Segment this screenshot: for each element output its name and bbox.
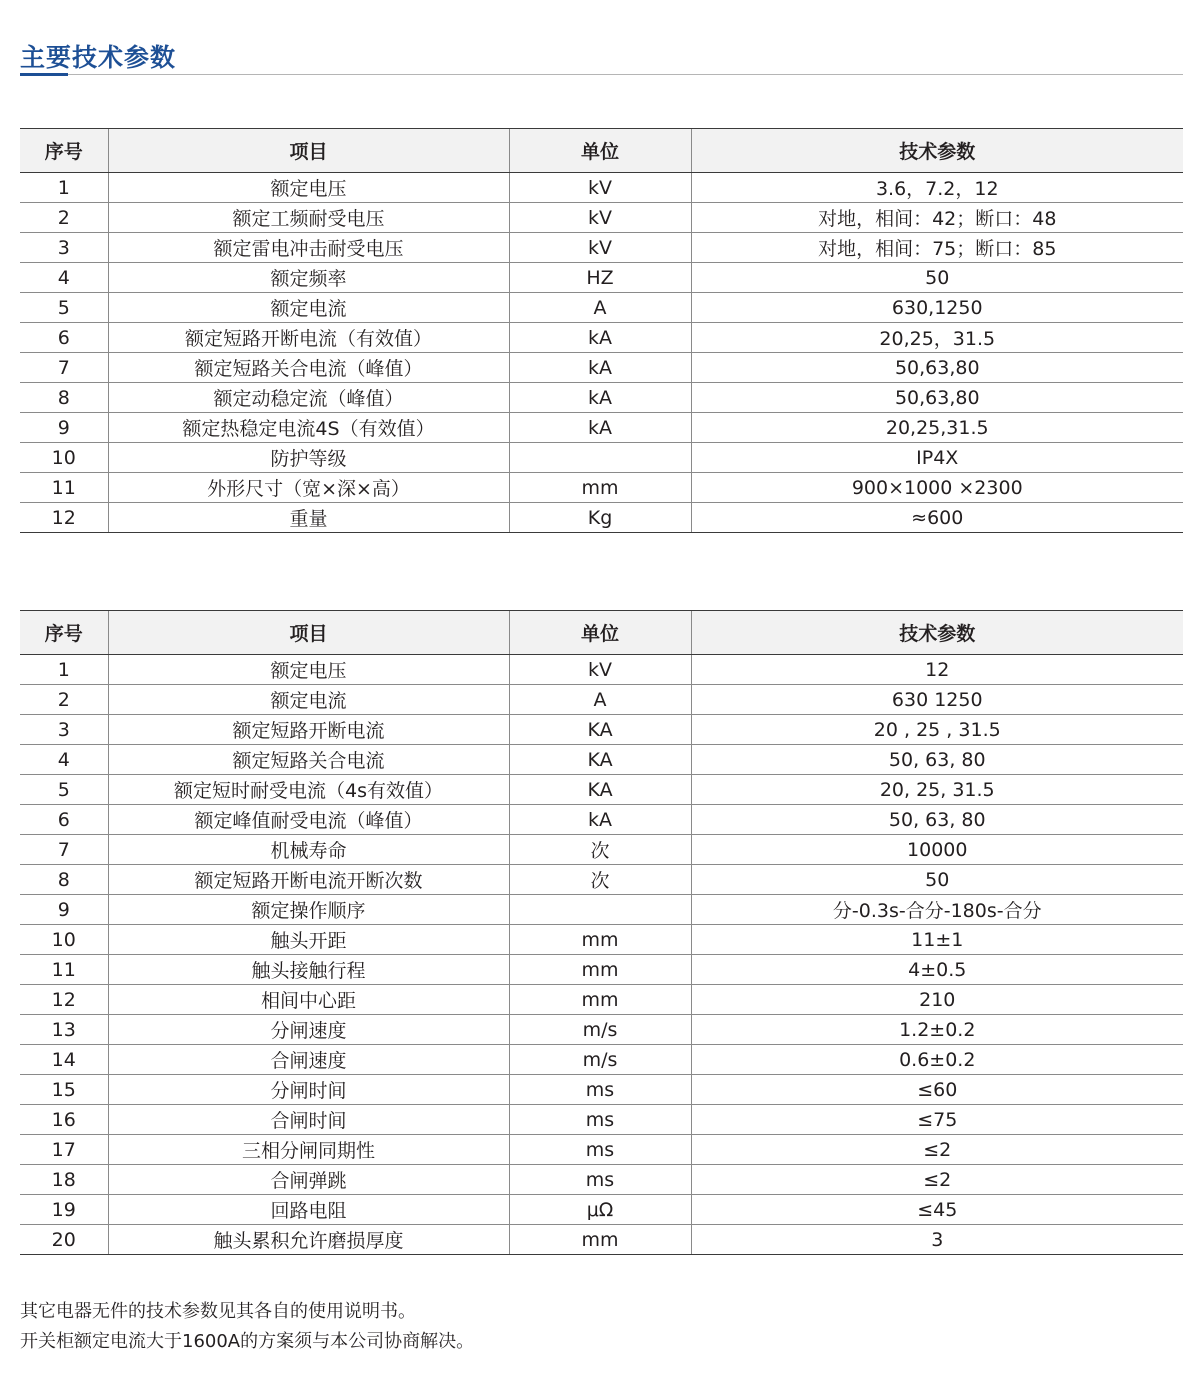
row-value: ≈600 — [691, 503, 1183, 533]
row-item: 重量 — [108, 503, 509, 533]
row-value: ≤75 — [691, 1105, 1183, 1135]
table-row — [20, 473, 1183, 503]
table-row — [20, 173, 1183, 203]
row-index: 6 — [20, 323, 108, 353]
row-unit: KA — [509, 745, 691, 775]
row-item: 额定短路关合电流（峰值） — [108, 353, 509, 383]
row-index: 8 — [20, 383, 108, 413]
table-row — [20, 775, 1183, 805]
table-row — [20, 1075, 1183, 1105]
row-value: 分-0.3s-合分-180s-合分 — [691, 895, 1183, 925]
row-unit: 次 — [509, 835, 691, 865]
footnote: 开关柜额定电流大于1600A的方案须与本公司协商解决。 — [20, 1331, 475, 1352]
row-unit: HZ — [509, 263, 691, 293]
table-row — [20, 865, 1183, 895]
row-unit: A — [509, 685, 691, 715]
row-value: ≤2 — [691, 1135, 1183, 1165]
row-index: 11 — [20, 955, 108, 985]
table-row — [20, 353, 1183, 383]
table-header-row — [20, 611, 1183, 655]
table-row — [20, 805, 1183, 835]
row-index: 15 — [20, 1075, 108, 1105]
table-row — [20, 323, 1183, 353]
table-row — [20, 745, 1183, 775]
row-index: 10 — [20, 443, 108, 473]
row-unit: kA — [509, 323, 691, 353]
table-row — [20, 925, 1183, 955]
table-row — [20, 1105, 1183, 1135]
table-row — [20, 233, 1183, 263]
table-header-row — [20, 129, 1183, 173]
row-unit: kA — [509, 805, 691, 835]
row-value: 1.2±0.2 — [691, 1015, 1183, 1045]
row-value: 50, 63, 80 — [691, 805, 1183, 835]
table-row — [20, 835, 1183, 865]
row-index: 7 — [20, 353, 108, 383]
row-item: 额定电压 — [108, 173, 509, 203]
row-index: 6 — [20, 805, 108, 835]
row-value: 0.6±0.2 — [691, 1045, 1183, 1075]
row-unit: kA — [509, 353, 691, 383]
row-item: 机械寿命 — [108, 835, 509, 865]
row-index: 9 — [20, 413, 108, 443]
row-item: 额定短路开断电流（有效值） — [108, 323, 509, 353]
spec-table-2 — [20, 610, 1183, 1255]
row-item: 触头累积允许磨损厚度 — [108, 1225, 509, 1255]
row-value: IP4X — [691, 443, 1183, 473]
row-value: ≤45 — [691, 1195, 1183, 1225]
table-row — [20, 985, 1183, 1015]
row-value: 12 — [691, 655, 1183, 685]
row-item: 分闸时间 — [108, 1075, 509, 1105]
header-index: 序号 — [20, 611, 108, 655]
row-item: 额定短路开断电流 — [108, 715, 509, 745]
row-index: 4 — [20, 745, 108, 775]
row-item: 额定频率 — [108, 263, 509, 293]
table-row — [20, 655, 1183, 685]
row-value: 900×1000 ×2300 — [691, 473, 1183, 503]
table-row — [20, 413, 1183, 443]
row-index: 2 — [20, 685, 108, 715]
row-value: 210 — [691, 985, 1183, 1015]
row-value: 20 , 25 , 31.5 — [691, 715, 1183, 745]
row-unit: kV — [509, 173, 691, 203]
row-index: 9 — [20, 895, 108, 925]
row-value: 对地，相间：42；断口：48 — [691, 203, 1183, 233]
header-unit: 单位 — [509, 611, 691, 655]
row-value: ≤60 — [691, 1075, 1183, 1105]
row-unit: kA — [509, 383, 691, 413]
row-item: 相间中心距 — [108, 985, 509, 1015]
row-item: 额定电流 — [108, 685, 509, 715]
row-index: 16 — [20, 1105, 108, 1135]
row-index: 12 — [20, 503, 108, 533]
row-unit — [509, 443, 691, 473]
row-index: 7 — [20, 835, 108, 865]
row-value: ≤2 — [691, 1165, 1183, 1195]
table-row — [20, 895, 1183, 925]
header-item: 项目 — [108, 129, 509, 173]
row-item: 额定短路开断电流开断次数 — [108, 865, 509, 895]
row-unit: mm — [509, 1225, 691, 1255]
row-value: 3.6，7.2，12 — [691, 173, 1183, 203]
footnotes — [20, 1297, 474, 1357]
row-index: 3 — [20, 715, 108, 745]
table-row — [20, 1045, 1183, 1075]
row-item: 额定热稳定电流4S（有效值） — [108, 413, 509, 443]
row-item: 额定操作顺序 — [108, 895, 509, 925]
row-index: 1 — [20, 173, 108, 203]
row-index: 8 — [20, 865, 108, 895]
row-item: 分闸速度 — [108, 1015, 509, 1045]
row-unit: kV — [509, 655, 691, 685]
row-value: 50 — [691, 865, 1183, 895]
row-unit: kV — [509, 203, 691, 233]
row-item: 外形尺寸（宽×深×高） — [108, 473, 509, 503]
row-index: 3 — [20, 233, 108, 263]
table-row — [20, 955, 1183, 985]
table-row — [20, 293, 1183, 323]
header-value: 技术参数 — [691, 129, 1183, 173]
row-unit: mm — [509, 955, 691, 985]
row-value: 11±1 — [691, 925, 1183, 955]
row-value: 630 1250 — [691, 685, 1183, 715]
row-item: 额定动稳定流（峰值） — [108, 383, 509, 413]
table-row — [20, 1015, 1183, 1045]
header-value: 技术参数 — [691, 611, 1183, 655]
row-unit: μΩ — [509, 1195, 691, 1225]
table-row — [20, 203, 1183, 233]
row-item: 额定短时耐受电流（4s有效值） — [108, 775, 509, 805]
row-item: 额定电压 — [108, 655, 509, 685]
row-unit: ms — [509, 1075, 691, 1105]
page-title: 主要技术参数 — [20, 43, 177, 72]
row-unit: mm — [509, 473, 691, 503]
row-unit: mm — [509, 985, 691, 1015]
row-index: 4 — [20, 263, 108, 293]
row-index: 11 — [20, 473, 108, 503]
row-item: 额定短路关合电流 — [108, 745, 509, 775]
header-index: 序号 — [20, 129, 108, 173]
row-value: 对地，相间：75；断口：85 — [691, 233, 1183, 263]
table-row — [20, 1165, 1183, 1195]
row-unit: m/s — [509, 1045, 691, 1075]
row-item: 合闸时间 — [108, 1105, 509, 1135]
row-index: 10 — [20, 925, 108, 955]
row-value: 20,25，31.5 — [691, 323, 1183, 353]
row-index: 18 — [20, 1165, 108, 1195]
row-index: 17 — [20, 1135, 108, 1165]
table-row — [20, 383, 1183, 413]
row-unit: A — [509, 293, 691, 323]
row-index: 5 — [20, 775, 108, 805]
row-value: 50,63,80 — [691, 353, 1183, 383]
row-item: 回路电阻 — [108, 1195, 509, 1225]
row-value: 10000 — [691, 835, 1183, 865]
row-value: 20,25,31.5 — [691, 413, 1183, 443]
row-item: 合闸速度 — [108, 1045, 509, 1075]
row-unit: KA — [509, 775, 691, 805]
row-value: 630,1250 — [691, 293, 1183, 323]
table-row — [20, 1195, 1183, 1225]
row-value: 50,63,80 — [691, 383, 1183, 413]
row-item: 额定雷电冲击耐受电压 — [108, 233, 509, 263]
row-item: 合闸弹跳 — [108, 1165, 509, 1195]
row-unit — [509, 895, 691, 925]
row-unit: 次 — [509, 865, 691, 895]
row-value: 3 — [691, 1225, 1183, 1255]
row-index: 12 — [20, 985, 108, 1015]
row-unit: ms — [509, 1135, 691, 1165]
row-item: 防护等级 — [108, 443, 509, 473]
row-value: 50 — [691, 263, 1183, 293]
table-row — [20, 503, 1183, 533]
row-value: 50, 63, 80 — [691, 745, 1183, 775]
table-row — [20, 263, 1183, 293]
row-item: 额定工频耐受电压 — [108, 203, 509, 233]
row-unit: mm — [509, 925, 691, 955]
row-unit: m/s — [509, 1015, 691, 1045]
row-unit: KA — [509, 715, 691, 745]
spec-table-1 — [20, 128, 1183, 533]
row-unit: ms — [509, 1105, 691, 1135]
table-row — [20, 715, 1183, 745]
row-item: 三相分闸同期性 — [108, 1135, 509, 1165]
row-unit: Kg — [509, 503, 691, 533]
table-row — [20, 685, 1183, 715]
header-item: 项目 — [108, 611, 509, 655]
title-divider — [20, 74, 1183, 75]
row-index: 19 — [20, 1195, 108, 1225]
table-row — [20, 1225, 1183, 1255]
row-index: 14 — [20, 1045, 108, 1075]
row-unit: kA — [509, 413, 691, 443]
row-index: 20 — [20, 1225, 108, 1255]
row-index: 1 — [20, 655, 108, 685]
row-unit: kV — [509, 233, 691, 263]
row-index: 13 — [20, 1015, 108, 1045]
row-item: 触头接触行程 — [108, 955, 509, 985]
footnote: 其它电器无件的技术参数见其各自的使用说明书。 — [20, 1301, 416, 1322]
row-unit: ms — [509, 1165, 691, 1195]
header-unit: 单位 — [509, 129, 691, 173]
row-item: 额定峰值耐受电流（峰值） — [108, 805, 509, 835]
row-item: 触头开距 — [108, 925, 509, 955]
row-index: 2 — [20, 203, 108, 233]
title-accent-bar — [20, 73, 68, 76]
row-item: 额定电流 — [108, 293, 509, 323]
row-value: 4±0.5 — [691, 955, 1183, 985]
table-row — [20, 1135, 1183, 1165]
row-value: 20, 25, 31.5 — [691, 775, 1183, 805]
table-row — [20, 443, 1183, 473]
row-index: 5 — [20, 293, 108, 323]
